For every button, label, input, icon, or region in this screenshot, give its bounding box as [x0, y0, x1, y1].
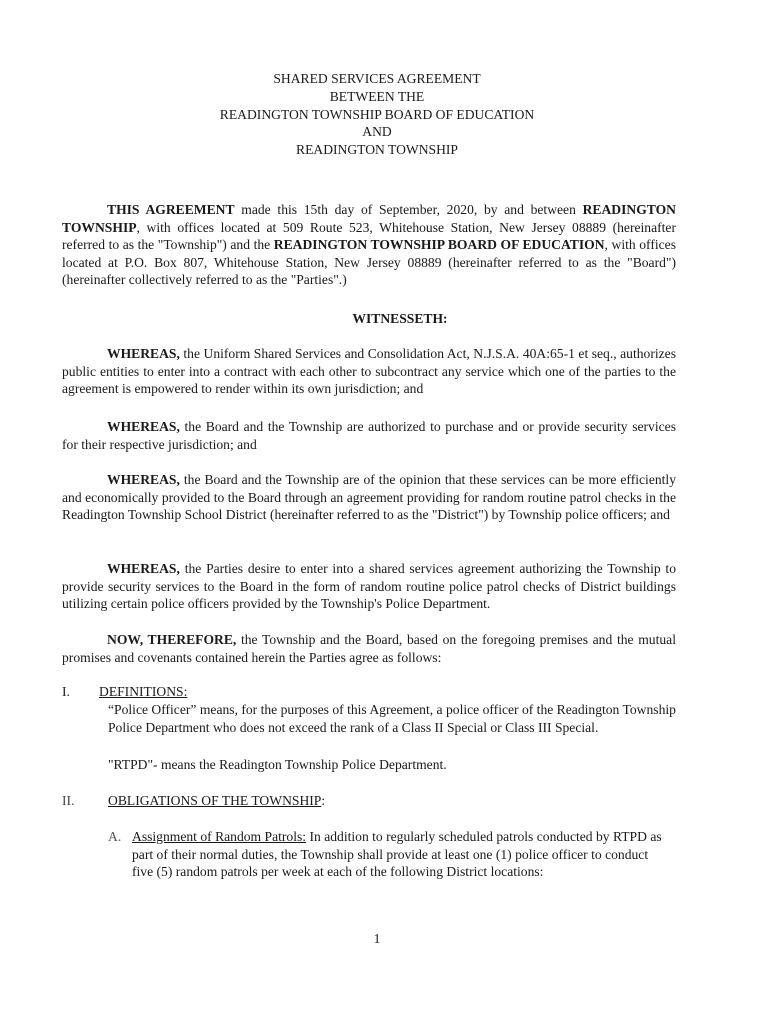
witnesseth-heading: WITNESSETH: — [352, 311, 448, 326]
intro-paragraph — [62, 201, 676, 289]
section-number: II. — [62, 793, 75, 808]
definition-police-officer: “Police Officer” means, for the purposes of this Agreement, a police officer of the Readington Township Police Department who does not exceed the rank of a Class II Special or Class III Special. — [108, 702, 676, 735]
whereas-text: the Parties desire to enter into a shared services agreement authorizing the Township to provide security services to the Board in the form of random routine police patrol checks of District buildings utilizing certain police officers provided by the Township's Police Department. — [62, 561, 676, 612]
section-title-text: OBLIGATIONS OF THE TOWNSHIP — [108, 793, 322, 808]
title-line: AND — [362, 124, 392, 140]
section-title-suffix: : — [321, 793, 326, 808]
whereas-paragraph — [62, 560, 676, 613]
whereas-paragraph — [62, 345, 676, 398]
title-line: READINGTON TOWNSHIP — [296, 142, 458, 158]
sub-item-a — [108, 828, 668, 881]
whereas-lead: WHEREAS, — [107, 419, 180, 434]
whereas-paragraph — [62, 418, 676, 453]
whereas-lead: WHEREAS, — [107, 346, 180, 361]
intro-text: , with offices located at P.O. Box 807, Whitehouse Station, New Jersey 08889 (hereinafter referred to as the "Board") (hereinafter collectively referred to as the "Parties".) — [62, 237, 676, 288]
section-number: I. — [62, 684, 70, 699]
title-line: SHARED SERVICES AGREEMENT — [273, 71, 481, 86]
party-board: READINGTON TOWNSHIP BOARD OF EDUCATION — [273, 237, 605, 253]
whereas-text: the Uniform Shared Services and Consolidation Act, N.J.S.A. 40A:65-1 et seq., authorizes public entities to enter into a contract with each other to subcontract any service which one of the parties to the agreement is empowered to render within its own jurisdiction; and — [62, 346, 676, 397]
intro-text: made this 15th day of September, 2020, by and between — [234, 202, 583, 217]
sub-item-text: In addition to regularly scheduled patrols conducted by RTPD as part of their normal duties, the Township shall provide at least one (1) police officer to conduct five (5) random patrols per week at each of the following District locations: — [132, 829, 662, 880]
now-therefore-lead: NOW, THEREFORE, — [107, 632, 237, 647]
page-number: 1 — [373, 931, 381, 946]
now-therefore-text: the Township and the Board, based on the foregoing premises and the mutual promises and covenants contained herein the Parties agree as follows: — [62, 632, 676, 665]
whereas-lead: WHEREAS, — [107, 472, 180, 487]
intro-text: , with offices located at 509 Route 523, Whitehouse Station, New Jersey 08889 (hereinafter referred to as the "Township") and the — [62, 219, 676, 253]
section-title-definitions: DEFINITIONS: — [99, 684, 188, 699]
section-title-obligations — [108, 793, 325, 809]
document-title — [0, 70, 754, 159]
party-township: READINGTON TOWNSHIP — [62, 202, 676, 235]
sub-item-letter: A. — [108, 829, 122, 844]
whereas-paragraph — [62, 471, 676, 524]
definition-rtpd: "RTPD"- means the Readington Township Police Department. — [108, 757, 447, 772]
whereas-lead: WHEREAS, — [107, 561, 180, 576]
sub-item-body — [132, 828, 668, 881]
now-therefore-paragraph — [62, 631, 676, 666]
title-line: BETWEEN THE — [329, 88, 425, 104]
sub-item-title: Assignment of Random Patrols: — [132, 829, 307, 844]
intro-lead: THIS AGREEMENT — [107, 202, 235, 217]
whereas-text: the Board and the Township are of the opinion that these services can be more efficiently and economically provided to the Board through an agreement providing for random routine patrol checks in the Readington Township School District (hereinafter referred to as the "District") by Township police officers; and — [62, 472, 676, 523]
whereas-text: the Board and the Township are authorized to purchase and or provide security services for their respective jurisdiction; and — [62, 419, 676, 452]
title-line: READINGTON TOWNSHIP BOARD OF EDUCATION — [219, 106, 535, 122]
